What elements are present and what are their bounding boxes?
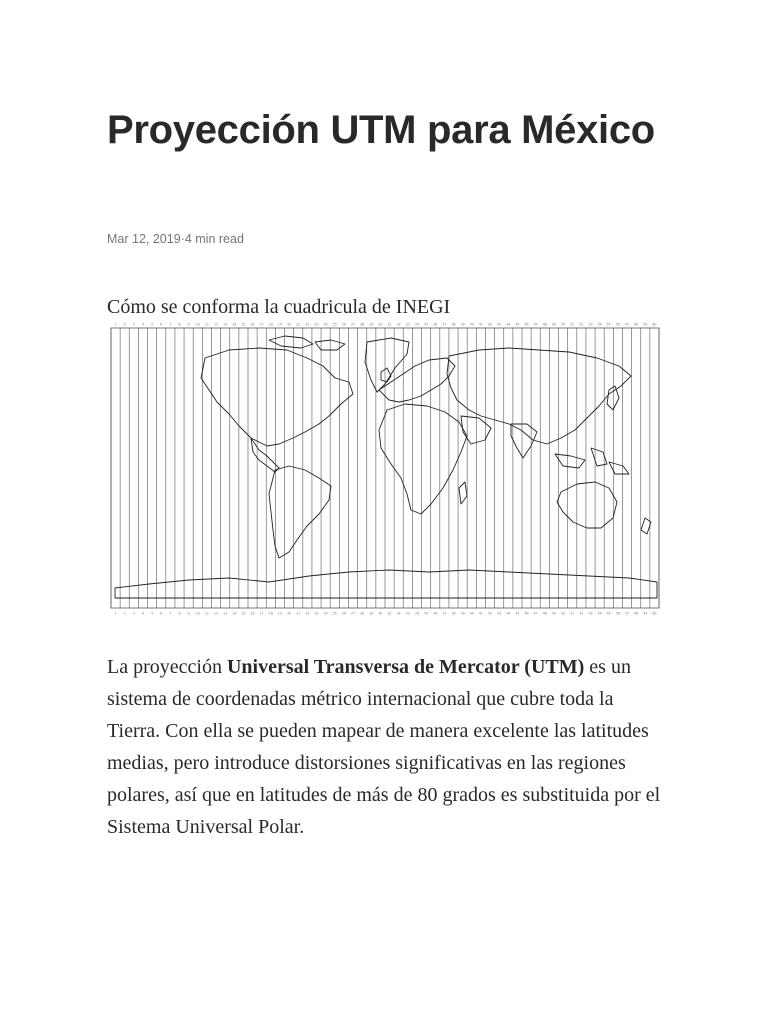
publish-date: Mar 12, 2019 bbox=[107, 232, 181, 246]
zone-label-bottom: 21 bbox=[296, 611, 301, 616]
paragraph-intro: La proyección bbox=[107, 656, 227, 678]
zone-label-bottom: 45 bbox=[515, 611, 520, 616]
zone-label-top: 46 bbox=[524, 322, 529, 327]
zone-label-bottom: 2 bbox=[123, 611, 126, 616]
zone-label-bottom: 56 bbox=[615, 611, 620, 616]
zone-label-bottom: 28 bbox=[360, 611, 365, 616]
zone-label-top: 53 bbox=[588, 322, 593, 327]
zone-label-bottom: 10 bbox=[195, 611, 200, 616]
zone-label-bottom: 59 bbox=[643, 611, 648, 616]
zone-label-top: 18 bbox=[268, 322, 273, 327]
zone-label-top: 29 bbox=[369, 322, 374, 327]
zone-label-bottom: 19 bbox=[277, 611, 282, 616]
zone-label-top: 60 bbox=[652, 322, 657, 327]
zone-label-bottom: 31 bbox=[387, 611, 392, 616]
zone-label-bottom: 55 bbox=[606, 611, 611, 616]
read-time: 4 min read bbox=[184, 232, 244, 246]
zone-label-bottom: 18 bbox=[268, 611, 273, 616]
zone-label-top: 32 bbox=[396, 322, 401, 327]
zone-label-top: 17 bbox=[259, 322, 264, 327]
zone-label-top: 59 bbox=[643, 322, 648, 327]
zone-label-bottom: 27 bbox=[351, 611, 356, 616]
article-meta bbox=[107, 232, 244, 246]
zone-label-top: 25 bbox=[332, 322, 337, 327]
zone-label-bottom: 6 bbox=[160, 611, 163, 616]
zone-label-top: 2 bbox=[123, 322, 126, 327]
zone-label-top: 49 bbox=[551, 322, 556, 327]
zone-label-top: 12 bbox=[214, 322, 219, 327]
zone-label-bottom: 38 bbox=[451, 611, 456, 616]
zone-label-top: 47 bbox=[533, 322, 538, 327]
zone-label-top: 22 bbox=[305, 322, 310, 327]
zone-label-top: 7 bbox=[169, 322, 172, 327]
zone-label-top: 9 bbox=[187, 322, 190, 327]
zone-label-top: 39 bbox=[460, 322, 465, 327]
zone-label-top: 3 bbox=[132, 322, 135, 327]
zone-label-top: 34 bbox=[414, 322, 419, 327]
zone-label-top: 52 bbox=[579, 322, 584, 327]
zone-label-top: 5 bbox=[151, 322, 154, 327]
utm-world-map bbox=[109, 320, 661, 618]
zone-label-bottom: 17 bbox=[259, 611, 264, 616]
zone-label-bottom: 37 bbox=[442, 611, 447, 616]
zone-label-bottom: 12 bbox=[214, 611, 219, 616]
zone-label-top: 36 bbox=[433, 322, 438, 327]
zone-label-bottom: 5 bbox=[151, 611, 154, 616]
zone-label-bottom: 50 bbox=[561, 611, 566, 616]
zone-label-bottom: 48 bbox=[542, 611, 547, 616]
zone-label-bottom: 25 bbox=[332, 611, 337, 616]
zone-label-bottom: 52 bbox=[579, 611, 584, 616]
zone-label-top: 54 bbox=[597, 322, 602, 327]
zone-label-top: 14 bbox=[232, 322, 237, 327]
zone-label-bottom: 41 bbox=[478, 611, 483, 616]
zone-label-bottom: 23 bbox=[314, 611, 319, 616]
zone-label-top: 16 bbox=[250, 322, 255, 327]
zone-label-bottom: 22 bbox=[305, 611, 310, 616]
zone-label-top: 37 bbox=[442, 322, 447, 327]
zone-label-bottom: 13 bbox=[223, 611, 228, 616]
zone-label-bottom: 36 bbox=[433, 611, 438, 616]
zone-label-top: 35 bbox=[424, 322, 429, 327]
zone-label-top: 1 bbox=[114, 322, 117, 327]
paragraph-rest: es un sistema de coordenadas métrico internacional que cubre toda la Tierra. Con ella se pueden mapear de manera excelente las latitudes medias, pero introduce distorsiones significativas en las regiones polares, así que en latitudes de más de 80 grados es substituida por el Sistema Universal Polar. bbox=[107, 656, 661, 838]
zone-label-top: 45 bbox=[515, 322, 520, 327]
zone-label-top: 28 bbox=[360, 322, 365, 327]
zone-label-top: 56 bbox=[615, 322, 620, 327]
zone-label-bottom: 11 bbox=[204, 611, 209, 616]
zone-label-bottom: 15 bbox=[241, 611, 246, 616]
zone-label-bottom: 9 bbox=[187, 611, 190, 616]
utm-term: Universal Transversa de Mercator (UTM) bbox=[226, 656, 585, 678]
zone-label-bottom: 30 bbox=[378, 611, 383, 616]
zone-label-top: 10 bbox=[195, 322, 200, 327]
zone-label-top: 44 bbox=[506, 322, 511, 327]
zone-label-bottom: 35 bbox=[424, 611, 429, 616]
zone-label-bottom: 54 bbox=[597, 611, 602, 616]
zone-label-bottom: 24 bbox=[323, 611, 328, 616]
zone-label-bottom: 46 bbox=[524, 611, 529, 616]
zone-label-top: 27 bbox=[351, 322, 356, 327]
zone-label-bottom: 34 bbox=[414, 611, 419, 616]
zone-label-top: 24 bbox=[323, 322, 328, 327]
figure-caption: Cómo se conforma la cuadricula de INEGI bbox=[107, 296, 451, 318]
zone-label-bottom: 3 bbox=[132, 611, 135, 616]
zone-label-bottom: 8 bbox=[178, 611, 181, 616]
zone-label-bottom: 4 bbox=[141, 611, 144, 616]
zone-label-top: 42 bbox=[488, 322, 493, 327]
zone-label-top: 13 bbox=[223, 322, 228, 327]
zone-label-top: 15 bbox=[241, 322, 246, 327]
zone-label-bottom: 44 bbox=[506, 611, 511, 616]
zone-label-bottom: 42 bbox=[488, 611, 493, 616]
utm-grid-map bbox=[109, 320, 661, 618]
zone-label-bottom: 49 bbox=[551, 611, 556, 616]
zone-label-top: 55 bbox=[606, 322, 611, 327]
zone-label-top: 58 bbox=[634, 322, 639, 327]
zone-label-top: 50 bbox=[561, 322, 566, 327]
zone-label-top: 41 bbox=[478, 322, 483, 327]
zone-label-bottom: 57 bbox=[625, 611, 630, 616]
zone-label-bottom: 1 bbox=[114, 611, 117, 616]
zone-label-top: 57 bbox=[625, 322, 630, 327]
zone-label-top: 31 bbox=[387, 322, 392, 327]
zone-label-bottom: 43 bbox=[497, 611, 502, 616]
zone-label-top: 20 bbox=[287, 322, 292, 327]
zone-label-top: 21 bbox=[296, 322, 301, 327]
zone-label-bottom: 60 bbox=[652, 611, 657, 616]
meta-separator: · bbox=[180, 232, 185, 246]
zone-label-bottom: 40 bbox=[469, 611, 474, 616]
zone-label-top: 11 bbox=[204, 322, 209, 327]
zone-label-top: 48 bbox=[542, 322, 547, 327]
zone-label-top: 38 bbox=[451, 322, 456, 327]
zone-label-top: 23 bbox=[314, 322, 319, 327]
zone-label-top: 19 bbox=[277, 322, 282, 327]
zone-label-bottom: 29 bbox=[369, 611, 374, 616]
zone-label-bottom: 7 bbox=[169, 611, 172, 616]
zone-label-bottom: 14 bbox=[232, 611, 237, 616]
zone-label-bottom: 33 bbox=[405, 611, 410, 616]
article-title: Proyección UTM para México bbox=[107, 108, 655, 152]
zone-label-bottom: 32 bbox=[396, 611, 401, 616]
zone-label-top: 51 bbox=[570, 322, 575, 327]
zone-label-top: 8 bbox=[178, 322, 181, 327]
zone-label-bottom: 26 bbox=[341, 611, 346, 616]
zone-label-bottom: 47 bbox=[533, 611, 538, 616]
zone-label-bottom: 20 bbox=[287, 611, 292, 616]
zone-label-top: 30 bbox=[378, 322, 383, 327]
zone-label-bottom: 16 bbox=[250, 611, 255, 616]
zone-label-bottom: 51 bbox=[570, 611, 575, 616]
zone-label-top: 6 bbox=[160, 322, 163, 327]
zone-label-top: 40 bbox=[469, 322, 474, 327]
zone-label-bottom: 58 bbox=[634, 611, 639, 616]
article-paragraph bbox=[107, 651, 667, 843]
zone-label-top: 26 bbox=[341, 322, 346, 327]
zone-label-top: 43 bbox=[497, 322, 502, 327]
zone-label-bottom: 53 bbox=[588, 611, 593, 616]
zone-label-bottom: 39 bbox=[460, 611, 465, 616]
zone-label-top: 33 bbox=[405, 322, 410, 327]
zone-label-top: 4 bbox=[141, 322, 144, 327]
